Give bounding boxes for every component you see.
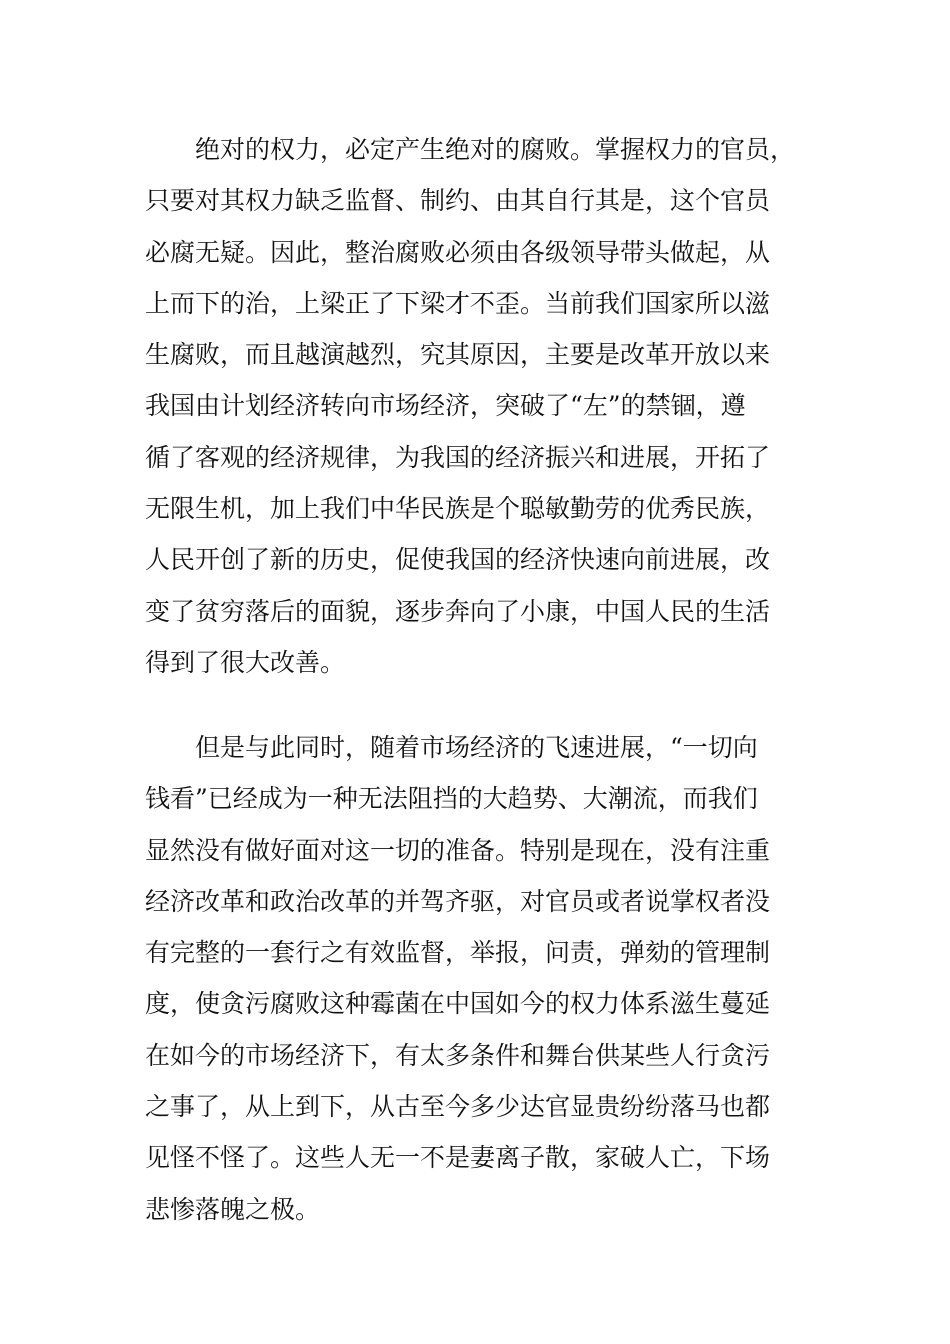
paragraph-1 [145, 124, 795, 688]
paragraph-line: 变了贫穷落后的面貌，逐步奔向了小康，中国人民的生活 [145, 596, 771, 626]
paragraph-line: 上而下的治，上梁正了下梁才不歪。当前我们国家所以滋 [145, 288, 771, 318]
paragraph-line: 得到了很大改善。 [145, 647, 346, 677]
paragraph-line: 我国由计划经济转向市场经济，突破了“左”的禁锢，遵 [145, 391, 746, 421]
paragraph-line: 钱看”已经成为一种无法阻挡的大趋势、大潮流，而我们 [145, 784, 758, 814]
paragraph-line: 悲惨落魄之极。 [145, 1194, 321, 1224]
paragraph-line: 人民开创了新的历史，促使我国的经济快速向前进展，改 [145, 545, 771, 575]
paragraph-line: 见怪不怪了。这些人无一不是妻离子散，家破人亡，下场 [145, 1143, 771, 1173]
paragraph-line: 有完整的一套行之有效监督，举报，问责，弹劾的管理制 [145, 938, 771, 968]
paragraph-line: 之事了，从上到下，从古至今多少达官显贵纷纷落马也都 [145, 1092, 771, 1122]
paragraph-line: 生腐败，而且越演越烈，究其原因，主要是改革开放以来 [145, 340, 771, 370]
paragraph-line: 显然没有做好面对这一切的准备。特别是现在，没有注重 [145, 835, 771, 865]
paragraph-line: 绝对的权力，必定产生绝对的腐败。掌握权力的官员， [195, 135, 796, 164]
paragraph-2 [145, 722, 770, 1235]
paragraph-line: 只要对其权力缺乏监督、制约、由其自行其是，这个官员 [145, 186, 771, 216]
paragraph-line: 经济改革和政治改革的并驾齐驱，对官员或者说掌权者没 [145, 886, 771, 916]
paragraph-line: 循了客观的经济规律，为我国的经济振兴和进展，开拓了 [145, 442, 771, 472]
paragraph-line: 必腐无疑。因此，整治腐败必须由各级领导带头做起，从 [145, 237, 771, 267]
paragraph-line: 度，使贪污腐败这种霉菌在中国如今的权力体系滋生蔓延 [145, 989, 771, 1019]
paragraph-line: 在如今的市场经济下，有太多条件和舞台供某些人行贪污 [145, 1040, 771, 1070]
paragraph-line: 无限生机，加上我们中华民族是个聪敏勤劳的优秀民族， [145, 494, 771, 524]
paragraph-line: 但是与此同时，随着市场经济的飞速进展，“一切向 [195, 733, 758, 762]
